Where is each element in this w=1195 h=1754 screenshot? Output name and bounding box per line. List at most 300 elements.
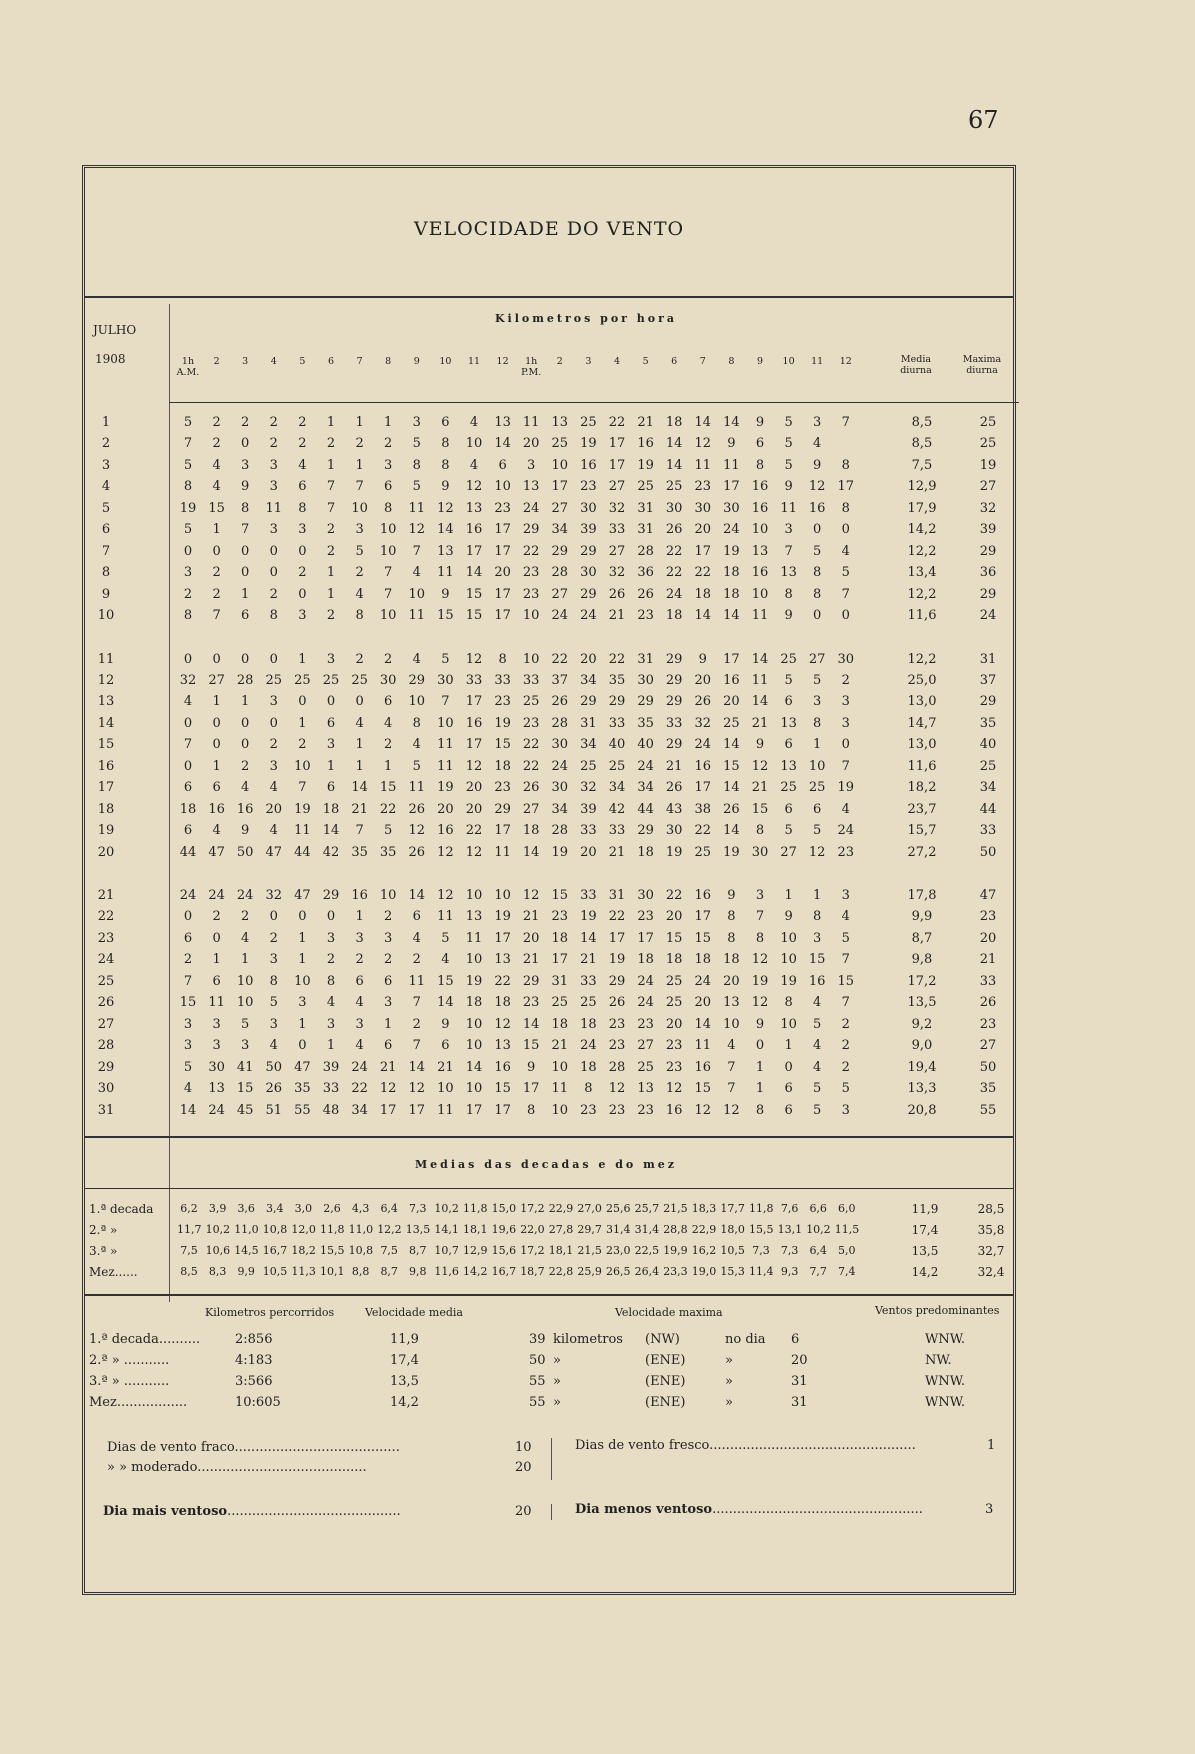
hourly-value: 5 (784, 457, 793, 473)
hourly-value: 6 (441, 1038, 450, 1054)
hourly-value: 1 (298, 952, 307, 968)
hourly-value: 8 (727, 930, 736, 946)
daily-mean: 13,5 (907, 995, 937, 1011)
hourly-value: 12 (494, 1016, 511, 1032)
hourly-value: 23 (551, 909, 569, 925)
hourly-value: 0 (755, 1038, 765, 1054)
hourly-value: 6 (212, 973, 221, 989)
hourly-value: 33 (580, 973, 597, 989)
hourly-value: 5 (384, 823, 393, 839)
hourly-value: 7 (412, 995, 421, 1011)
hourly-value: 25 (522, 694, 540, 710)
hourly-value: 22 (522, 543, 540, 559)
hourly-value: 0 (183, 651, 193, 667)
hourly-value: 20 (723, 694, 740, 710)
mean-value: 10,2 (434, 1202, 459, 1215)
daily-max: 39 (979, 522, 997, 538)
hourly-value: 28 (637, 543, 654, 559)
hourly-value: 9 (441, 479, 450, 495)
hourly-value: 6 (241, 608, 250, 624)
medias-title: Medias das decadas e do mez (415, 1158, 677, 1171)
hour-header: 1h P.M. (521, 356, 542, 378)
hourly-value: 12 (694, 1102, 712, 1118)
summary-unit: » (553, 1353, 561, 1368)
day-number: 18 (97, 801, 115, 817)
hourly-value: 0 (298, 909, 307, 925)
daily-max: 40 (979, 737, 997, 753)
hourly-value: 0 (241, 436, 250, 452)
mean-value: 14,2 (463, 1265, 488, 1278)
hourly-value: 12 (379, 1081, 397, 1097)
hourly-value: 15 (465, 608, 483, 624)
hourly-value: 0 (269, 543, 278, 559)
hourly-value: 16 (437, 823, 454, 839)
hourly-value: 4 (813, 436, 822, 452)
hourly-value: 9 (784, 608, 793, 624)
daily-mean: 7,5 (911, 457, 933, 473)
mean-value: 10,2 (205, 1223, 231, 1236)
hourly-value: 2 (269, 586, 278, 602)
hourly-value: 2 (412, 1016, 421, 1032)
hourly-value: 4 (183, 694, 193, 710)
hourly-value: 15 (522, 1038, 540, 1054)
summary-km-header: Kilometros percorridos (205, 1306, 335, 1319)
hourly-value: 8 (241, 500, 250, 516)
hourly-value: 1 (241, 694, 250, 710)
hourly-value: 21 (751, 780, 769, 796)
hourly-value: 28 (551, 565, 569, 581)
hourly-value: 23 (494, 500, 511, 516)
hourly-value: 18 (551, 1016, 569, 1032)
hourly-value: 19 (580, 909, 597, 925)
hourly-value: 3 (298, 522, 307, 538)
hourly-value: 9 (727, 436, 736, 452)
hourly-value: 0 (241, 651, 250, 667)
hourly-value: 24 (179, 888, 197, 903)
hourly-value: 0 (241, 737, 250, 753)
hourly-value: 6 (784, 1081, 793, 1097)
hourly-value: 10 (494, 479, 511, 495)
hourly-value: 47 (208, 844, 225, 860)
daily-max: 29 (979, 694, 997, 710)
hourly-value: 1 (326, 1038, 336, 1054)
hourly-value: 27 (637, 1038, 654, 1054)
hourly-value: 1 (241, 952, 250, 968)
hourly-value: 6 (355, 973, 364, 989)
hourly-value: 13 (637, 1081, 654, 1097)
hourly-value: 23 (637, 1102, 654, 1118)
hourly-value: 25 (551, 436, 569, 452)
hourly-value: 17 (494, 608, 511, 624)
mean-value: 6,0 (838, 1202, 856, 1215)
hourly-value: 28 (608, 1059, 626, 1075)
mean-maxima: 28,5 (977, 1202, 1005, 1216)
hourly-value: 29 (665, 672, 683, 688)
hourly-value: 24 (637, 758, 654, 774)
hourly-value: 14 (351, 780, 368, 796)
hourly-value: 23 (580, 1102, 597, 1118)
hourly-value: 2 (355, 436, 364, 452)
hourly-value: 7 (841, 415, 850, 430)
page-number: 67 (968, 106, 999, 134)
hourly-value: 20 (465, 801, 483, 817)
hourly-value: 15 (837, 973, 855, 989)
mean-value: 19,9 (663, 1244, 688, 1257)
hourly-value: 27 (551, 500, 569, 516)
summary-vmax-header: Velocidade maxima (615, 1306, 723, 1319)
hourly-value: 0 (326, 909, 336, 925)
hourly-value: 16 (236, 801, 254, 817)
hourly-value: 4 (212, 823, 221, 839)
hourly-value: 24 (522, 500, 540, 516)
hourly-value: 29 (408, 672, 426, 688)
hourly-value: 24 (551, 758, 569, 774)
hourly-value: 2 (355, 651, 364, 667)
hourly-value: 4 (355, 586, 364, 602)
mean-media: 11,9 (911, 1202, 939, 1216)
hourly-value: 3 (841, 888, 850, 903)
hourly-value: 4 (241, 780, 250, 796)
hourly-value: 30 (723, 500, 740, 516)
day-number: 30 (97, 1081, 115, 1097)
daily-mean: 12,2 (907, 586, 937, 602)
hourly-value: 8 (813, 715, 822, 731)
hourly-value: 47 (265, 844, 283, 860)
hourly-value: 2 (326, 543, 336, 559)
hourly-value: 34 (580, 737, 597, 753)
mean-value: 10,5 (720, 1244, 745, 1257)
hourly-value: 21 (522, 909, 540, 925)
hourly-value: 1 (384, 1016, 393, 1032)
hourly-value: 8 (527, 1102, 536, 1118)
hourly-value: 5 (813, 823, 822, 839)
hourly-value: 27 (608, 543, 626, 559)
summary-day: 31 (791, 1374, 808, 1389)
hourly-value: 25 (694, 844, 712, 860)
hourly-value: 7 (298, 780, 307, 796)
mean-value: 23,3 (663, 1265, 688, 1278)
hourly-value: 0 (241, 543, 250, 559)
hourly-value: 6 (784, 694, 793, 710)
hourly-value: 10 (236, 973, 254, 989)
hourly-value: 3 (212, 1016, 221, 1032)
hourly-value: 2 (384, 436, 393, 452)
hourly-value: 22 (465, 823, 483, 839)
hourly-value: 12 (437, 500, 454, 516)
day-number: 28 (97, 1038, 115, 1054)
hourly-value: 5 (841, 1081, 850, 1097)
hourly-value: 9 (755, 415, 765, 430)
hourly-value: 21 (608, 844, 626, 860)
hourly-value: 7 (441, 694, 450, 710)
hourly-value: 21 (608, 608, 626, 624)
hourly-value: 26 (665, 780, 683, 796)
mean-value: 26,5 (606, 1265, 631, 1278)
hourly-value: 12 (522, 888, 540, 903)
hourly-value: 2 (298, 415, 307, 430)
mean-value: 6,6 (809, 1202, 827, 1215)
hourly-value: 17 (494, 930, 511, 946)
hourly-value: 4 (412, 565, 421, 581)
hourly-value: 3 (412, 415, 421, 430)
summary-nodia: » (725, 1353, 733, 1368)
hourly-value: 18 (694, 586, 712, 602)
hourly-value: 15 (723, 758, 740, 774)
mean-value: 17,7 (720, 1202, 745, 1215)
hour-header: 1h A.M. (176, 356, 200, 378)
hourly-value: 25 (580, 995, 597, 1011)
hourly-value: 7 (755, 909, 765, 925)
hourly-value: 30 (379, 672, 397, 688)
hour-header: 4 (270, 356, 277, 367)
hourly-value: 33 (522, 672, 540, 688)
hourly-value: 6 (412, 909, 421, 925)
hourly-value: 2 (841, 1059, 850, 1075)
hourly-value: 17 (723, 479, 740, 495)
mean-value: 14,5 (234, 1244, 259, 1257)
hourly-value: 25 (665, 479, 683, 495)
hourly-value: 30 (694, 500, 712, 516)
dias-fresco-value: 1 (987, 1438, 996, 1453)
hourly-value: 4 (412, 651, 421, 667)
daily-max: 50 (979, 1059, 997, 1075)
hourly-value: 28 (236, 672, 254, 688)
hourly-value: 18 (723, 952, 740, 968)
hourly-value: 11 (208, 995, 225, 1011)
hourly-value: 13 (437, 543, 454, 559)
summary-km: 10:605 (235, 1395, 281, 1410)
hourly-value: 22 (665, 565, 683, 581)
summary-direction: (ENE) (645, 1374, 686, 1389)
hour-header: 7 (699, 356, 706, 367)
hourly-value: 5 (784, 672, 793, 688)
hourly-value: 32 (179, 672, 197, 688)
hourly-value: 0 (212, 930, 221, 946)
hourly-value: 7 (727, 1081, 736, 1097)
daily-mean: 18,2 (907, 780, 937, 796)
mean-row-label: 2.ª » (89, 1223, 118, 1237)
mean-value: 11,6 (434, 1265, 459, 1278)
hourly-value: 6 (784, 1102, 793, 1118)
hourly-value: 17 (465, 1102, 483, 1118)
hourly-value: 2 (212, 436, 221, 452)
month-label: JULHO (93, 323, 137, 337)
hourly-value: 13 (465, 500, 483, 516)
hourly-value: 6 (384, 694, 393, 710)
summary-label: 1.ª decada.......... (89, 1332, 201, 1347)
mean-value: 18,1 (463, 1223, 488, 1236)
mean-media: 17,4 (911, 1223, 939, 1237)
hourly-value: 10 (780, 1016, 797, 1032)
hourly-value: 2 (384, 909, 393, 925)
hourly-value: 16 (637, 436, 654, 452)
hourly-value: 3 (326, 1016, 336, 1032)
hourly-value: 2 (212, 415, 221, 430)
mean-value: 4,3 (351, 1202, 370, 1215)
mean-value: 15,0 (491, 1202, 517, 1215)
hourly-value: 9 (241, 823, 250, 839)
hourly-value: 11 (723, 457, 740, 473)
hourly-value: 2 (326, 436, 336, 452)
hourly-value: 7 (384, 565, 393, 581)
mean-value: 12,0 (291, 1223, 316, 1236)
hourly-value: 20 (694, 672, 712, 688)
hourly-value: 18 (322, 801, 340, 817)
hourly-value: 39 (580, 522, 597, 538)
medias-divider (85, 1188, 1013, 1189)
daily-max: 27 (979, 1038, 997, 1054)
hourly-value: 22 (608, 415, 626, 430)
summary-vmed: 17,4 (390, 1353, 419, 1368)
hourly-value: 11 (437, 737, 454, 753)
hourly-value: 7 (355, 479, 364, 495)
hourly-value: 18 (665, 608, 683, 624)
hourly-value: 16 (580, 457, 597, 473)
hourly-value: 34 (608, 780, 626, 796)
summary-day: 20 (791, 1353, 808, 1368)
hourly-value: 17 (494, 1102, 511, 1118)
hourly-value: 14 (751, 694, 769, 710)
hour-header: 6 (327, 356, 335, 367)
hourly-value: 3 (326, 930, 336, 946)
hourly-value: 7 (784, 543, 793, 559)
hourly-value: 10 (465, 1038, 483, 1054)
mean-maxima: 35,8 (977, 1223, 1005, 1237)
hourly-value: 25 (637, 1059, 654, 1075)
hourly-value: 10 (379, 608, 397, 624)
hourly-value: 39 (322, 1059, 340, 1075)
hour-header: 12 (839, 356, 852, 367)
hourly-value: 35 (294, 1081, 311, 1097)
hourly-value: 12 (808, 844, 826, 860)
daily-max: 20 (979, 930, 997, 946)
hourly-value: 20 (522, 930, 540, 946)
hourly-value: 12 (694, 436, 712, 452)
hourly-value: 13 (494, 415, 511, 430)
hourly-value: 31 (580, 715, 597, 731)
hourly-value: 40 (608, 737, 626, 753)
hourly-value: 9 (755, 737, 765, 753)
hourly-value: 0 (841, 608, 850, 624)
hourly-value: 10 (551, 1102, 569, 1118)
daily-max: 25 (979, 758, 997, 774)
hourly-value: 19 (637, 457, 654, 473)
daily-mean: 11,6 (907, 758, 937, 774)
hourly-value: 28 (551, 823, 569, 839)
hourly-value: 17 (694, 780, 712, 796)
hourly-value: 18 (580, 1016, 597, 1032)
hourly-value: 33 (465, 672, 483, 688)
daily-max: 34 (979, 780, 997, 796)
mean-value: 21,5 (577, 1244, 602, 1257)
mean-value: 31,4 (634, 1223, 660, 1236)
table-frame (82, 165, 1016, 1595)
hourly-value: 3 (326, 651, 336, 667)
hourly-value: 13 (494, 1038, 511, 1054)
hourly-value: 32 (608, 500, 626, 516)
hourly-value: 24 (837, 823, 855, 839)
hourly-value: 1 (298, 930, 307, 946)
hourly-value: 27 (608, 479, 626, 495)
hour-header: 7 (356, 356, 363, 367)
hourly-value: 12 (437, 888, 454, 903)
hourly-value: 39 (580, 801, 597, 817)
hourly-value: 7 (241, 522, 250, 538)
mean-row-label: Mez...... (89, 1265, 138, 1279)
hourly-value: 13 (780, 758, 797, 774)
hourly-value: 1 (755, 1081, 765, 1097)
dias-moderado-label: » » moderado......................................... (107, 1460, 367, 1475)
mean-value: 16,7 (491, 1265, 517, 1278)
hourly-value: 2 (183, 952, 193, 968)
hourly-value: 4 (813, 1059, 822, 1075)
hourly-value: 19 (751, 973, 769, 989)
hourly-value: 10 (408, 586, 426, 602)
hourly-value: 16 (723, 672, 740, 688)
hourly-value: 20 (665, 1016, 683, 1032)
hourly-value: 20 (723, 973, 740, 989)
hourly-value: 50 (265, 1059, 283, 1075)
day-number: 17 (97, 780, 115, 796)
mean-value: 10,7 (434, 1244, 459, 1257)
hourly-value: 3 (298, 608, 307, 624)
daily-max: 35 (979, 715, 997, 731)
hourly-value: 5 (412, 479, 421, 495)
daily-max: 32 (979, 500, 997, 516)
hourly-value: 21 (665, 758, 683, 774)
mean-value: 9,9 (237, 1265, 255, 1278)
dia-divider (551, 1504, 552, 1520)
hourly-value: 19 (551, 844, 569, 860)
summary-wind: NW. (925, 1353, 952, 1368)
hourly-value: 26 (723, 801, 740, 817)
hourly-value: 10 (723, 1016, 740, 1032)
hourly-value: 14 (437, 522, 454, 538)
hour-header: 6 (671, 356, 678, 367)
hourly-value: 0 (269, 909, 278, 925)
hourly-value: 14 (723, 737, 740, 753)
hourly-value: 1 (212, 522, 221, 538)
mean-maxima: 32,7 (977, 1244, 1005, 1258)
hourly-value: 7 (841, 758, 850, 774)
hourly-value: 15 (808, 952, 826, 968)
hourly-value: 42 (608, 801, 626, 817)
hourly-value: 10 (408, 694, 426, 710)
hourly-value: 45 (236, 1102, 254, 1118)
hourly-value: 20 (694, 995, 712, 1011)
summary-label: Mez................. (89, 1395, 188, 1410)
daily-mean: 13,0 (907, 694, 937, 710)
hourly-value: 29 (608, 694, 626, 710)
hourly-value: 10 (808, 758, 826, 774)
hourly-value: 29 (522, 973, 540, 989)
hourly-value: 15 (665, 930, 683, 946)
hourly-value: 2 (841, 1016, 850, 1032)
hourly-value: 25 (580, 758, 597, 774)
hourly-value: 9 (784, 909, 793, 925)
mean-value: 11,0 (348, 1223, 374, 1236)
mean-value: 7,6 (780, 1202, 799, 1215)
day-number: 29 (97, 1059, 115, 1075)
hourly-value: 7 (355, 823, 364, 839)
hourly-value: 18 (179, 801, 197, 817)
hourly-value: 21 (522, 952, 540, 968)
hourly-value: 10 (751, 522, 769, 538)
summary-ventos-header: Ventos predominantes (875, 1304, 1000, 1317)
hourly-value: 0 (355, 694, 364, 710)
hourly-value: 23 (522, 715, 540, 731)
day-number: 3 (101, 457, 111, 473)
